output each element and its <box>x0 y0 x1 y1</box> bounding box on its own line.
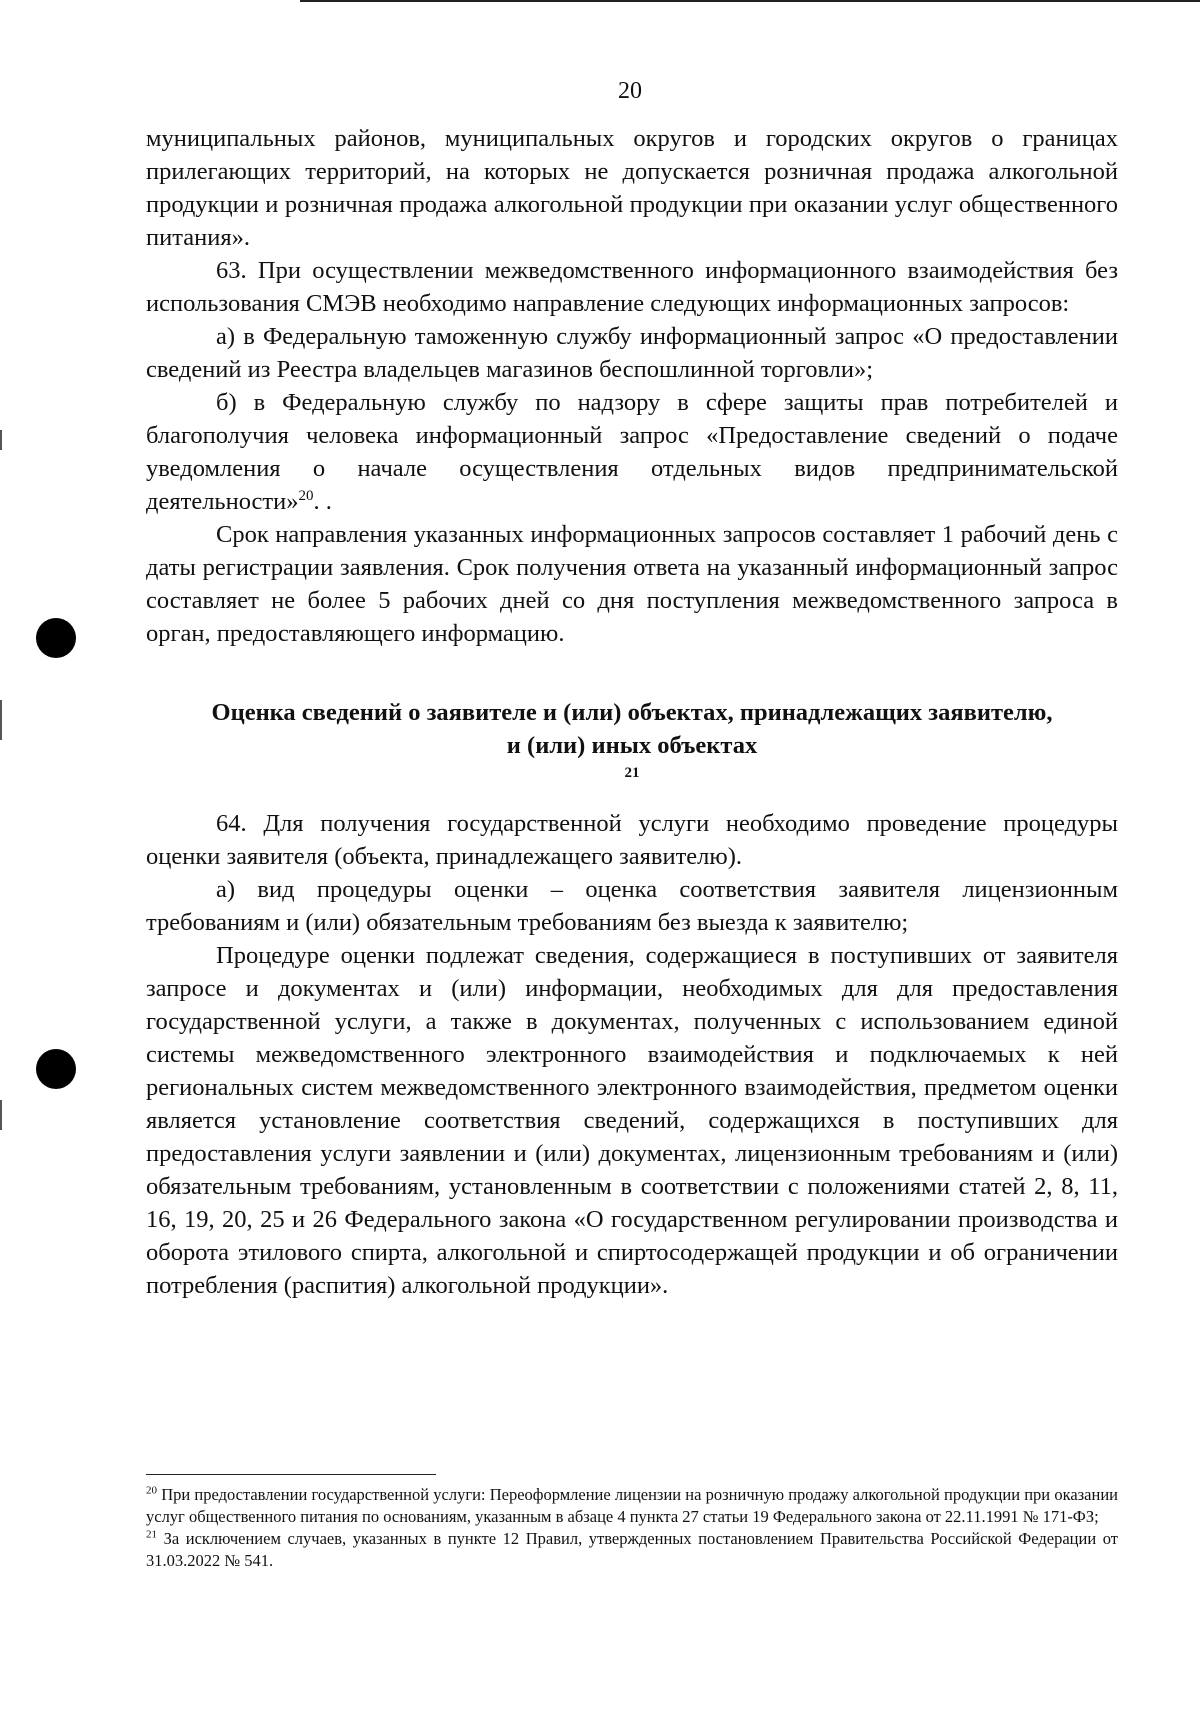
paragraph-64: 64. Для получения государственной услуги необходимо проведение процедуры оценки заявителя (объекта, принадлежащего заявителю). <box>146 810 1118 870</box>
footnote-21-number: 21 <box>146 1528 157 1541</box>
punch-hole-mark <box>36 618 76 658</box>
footnote-21 <box>146 1528 1118 1572</box>
footnote-ref-21: 21 <box>624 764 640 781</box>
paragraph-63-b-text: б) в Федеральную службу по надзору в сфере защиты прав потребителей и благополучия человека информационный запрос «Предоставление сведений о подаче уведомления о начале осуществления отдельных видов предпринимательской деятельности» <box>146 389 1118 515</box>
footnote-20 <box>146 1484 1118 1528</box>
footnotes <box>146 1484 1118 1572</box>
section-heading-line2 <box>146 729 1118 795</box>
section-heading-line2-text: и (или) иных объектах <box>506 732 758 759</box>
paragraph-64-a: а) вид процедуры оценки – оценка соответствия заявителя лицензионным требованиям и (или) обязательным требованиям без выезда к заявителю; <box>146 876 1118 936</box>
top-border-line <box>300 0 1200 2</box>
scan-edge-mark <box>0 430 2 450</box>
document-body <box>146 122 1118 1302</box>
footnote-separator <box>146 1474 436 1475</box>
scan-edge-mark <box>0 1100 2 1130</box>
scan-edge-mark <box>0 700 2 740</box>
section-heading <box>146 696 1118 795</box>
section-heading-line1: Оценка сведений о заявителе и (или) объектах, принадлежащих заявителю, <box>211 699 1053 726</box>
paragraph-63: 63. При осуществлении межведомственного информационного взаимодействия без использования СМЭВ необходимо направление следующих информационных запросов: <box>146 257 1118 317</box>
footnote-20-number: 20 <box>146 1484 157 1497</box>
footnote-20-text: При предоставлении государственной услуги: Переоформление лицензии на розничную продажу алкогольной продукции при оказании услуг общественного питания по основаниям, указанным в абзаце 4 пункта 27 статьи 19 Федерального закона от 22.11.1991 № 171-ФЗ; <box>146 1485 1118 1526</box>
paragraph-continuation: муниципальных районов, муниципальных округов и городских округов о границах прилегающих территорий, на которых не допускается розничная продажа алкогольной продукции и розничная продажа алкогольной продукции при оказании услуг общественного питания». <box>146 125 1118 251</box>
paragraph-63-b-tail: . . <box>313 488 332 515</box>
paragraph-assessment: Процедуре оценки подлежат сведения, содержащиеся в поступивших от заявителя запросе и документах и (или) информации, необходимых для для предоставления государственной услуги, а также в документах, полученных с использованием единой системы межведомственного электронного взаимодействия и подключаемых к ней региональных систем межведомственного электронного взаимодействия, предметом оценки является установление соответствия сведений, содержащихся в поступивших для предоставления услуги заявлении и (или) документах, лицензионным требованиям и (или) обязательным требованиям, установленным в соответствии с положениями статей 2, 8, 11, 16, 19, 20, 25 и 26 Федерального закона «О государственном регулировании производства и оборота этилового спирта, алкогольной и спиртосодержащей продукции и об ограничении потребления (распития) алкогольной продукции». <box>146 942 1118 1299</box>
footnote-21-text: За исключением случаев, указанных в пункте 12 Правил, утвержденных постановлением Правительства Российской Федерации от 31.03.2022 № 541. <box>146 1529 1118 1570</box>
paragraph-63-b <box>146 386 1118 518</box>
paragraph-request-deadline: Срок направления указанных информационных запросов составляет 1 рабочий день с даты регистрации заявления. Срок получения ответа на указанный информационный запрос составляет не более 5 рабочих дней со дня поступления межведомственного запроса в орган, предоставляющего информацию. <box>146 521 1118 647</box>
paragraph-63-a: а) в Федеральную таможенную службу информационный запрос «О предоставлении сведений из Реестра владельцев магазинов беспошлинной торговли»; <box>146 323 1118 383</box>
punch-hole-mark <box>36 1049 76 1089</box>
footnote-ref-20: 20 <box>298 487 314 504</box>
page-number: 20 <box>618 78 642 104</box>
